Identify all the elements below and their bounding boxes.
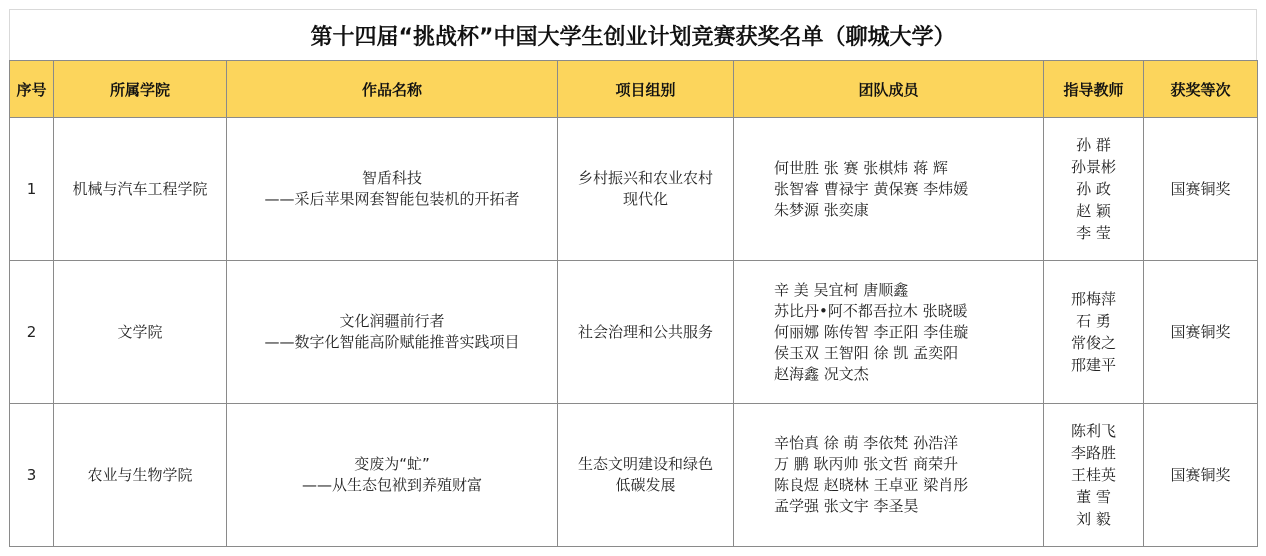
members-line: 辛 美 吴宜柯 唐顺鑫 bbox=[774, 280, 909, 299]
members-line: 辛怡真 徐 萌 李依梵 孙浩洋 bbox=[774, 434, 959, 452]
teacher-name: 石 勇 bbox=[1076, 312, 1111, 330]
cell-no: 1 bbox=[10, 118, 54, 261]
teacher-name: 常俊之 bbox=[1070, 334, 1116, 352]
cell-teachers bbox=[1044, 404, 1144, 547]
page-title: 第十四届“挑战杯”中国大学生创业计划竞赛获奖名单（聊城大学） bbox=[9, 9, 1257, 60]
members-line: 苏比丹•阿不都吾拉木 张晓暖 bbox=[774, 301, 968, 320]
work-subtitle: ——从生态包袱到养殖财富 bbox=[301, 476, 482, 494]
cell-teachers bbox=[1044, 261, 1144, 404]
members-line: 陈良煜 赵晓林 王卓亚 梁肖彤 bbox=[774, 476, 969, 494]
cell-no: 2 bbox=[10, 261, 54, 404]
work-subtitle: ——采后苹果网套智能包装机的开拓者 bbox=[264, 190, 520, 208]
members-line: 朱梦源 张奕康 bbox=[774, 200, 869, 219]
header-college: 所属学院 bbox=[54, 61, 227, 118]
award-list-sheet bbox=[9, 9, 1257, 547]
members-line: 何丽娜 陈传智 李正阳 李佳璇 bbox=[774, 322, 969, 341]
header-award: 获奖等次 bbox=[1144, 61, 1258, 118]
work-name: 变废为“虻” bbox=[354, 455, 430, 473]
teacher-name: 赵 颖 bbox=[1076, 202, 1111, 220]
cell-group bbox=[558, 118, 734, 261]
cell-college: 文学院 bbox=[54, 261, 227, 404]
table-row bbox=[10, 118, 1258, 261]
members-line: 孟学强 张文宇 李圣昊 bbox=[774, 497, 919, 515]
members-line: 赵海鑫 况文杰 bbox=[774, 364, 869, 383]
members-line: 何世胜 张 赛 张棋炜 蒋 辉 bbox=[774, 158, 948, 177]
header-work: 作品名称 bbox=[227, 61, 558, 118]
table-row bbox=[10, 261, 1258, 404]
members-line: 万 鹏 耿丙帅 张文哲 商荣升 bbox=[774, 455, 959, 473]
teacher-name: 孙景彬 bbox=[1070, 158, 1116, 176]
group-line: 乡村振兴和农业农村 bbox=[577, 169, 713, 187]
cell-award: 国赛铜奖 bbox=[1144, 118, 1258, 261]
teacher-name: 陈利飞 bbox=[1070, 422, 1116, 440]
work-subtitle: ——数字化智能高阶赋能推普实践项目 bbox=[264, 333, 520, 351]
table-row bbox=[10, 404, 1258, 547]
cell-teachers bbox=[1044, 118, 1144, 261]
teacher-name: 李路胜 bbox=[1070, 444, 1116, 462]
cell-college: 农业与生物学院 bbox=[54, 404, 227, 547]
cell-members bbox=[734, 261, 1044, 404]
members-line: 张智睿 曹禄宇 黄保赛 李炜媛 bbox=[774, 179, 969, 198]
award-table bbox=[9, 60, 1258, 547]
cell-group bbox=[558, 261, 734, 404]
cell-work bbox=[227, 404, 558, 547]
work-name: 智盾科技 bbox=[361, 169, 422, 187]
table-header-row bbox=[10, 61, 1258, 118]
teacher-name: 董 雪 bbox=[1076, 488, 1111, 506]
header-no: 序号 bbox=[10, 61, 54, 118]
cell-award: 国赛铜奖 bbox=[1144, 404, 1258, 547]
header-group: 项目组别 bbox=[558, 61, 734, 118]
cell-no: 3 bbox=[10, 404, 54, 547]
group-line: 生态文明建设和绿色 bbox=[577, 455, 713, 473]
teacher-name: 刘 毅 bbox=[1076, 510, 1111, 528]
header-teachers: 指导教师 bbox=[1044, 61, 1144, 118]
teacher-name: 邢建平 bbox=[1070, 356, 1116, 374]
cell-group bbox=[558, 404, 734, 547]
teacher-name: 邢梅萍 bbox=[1070, 290, 1116, 308]
group-line: 社会治理和公共服务 bbox=[577, 322, 713, 341]
teacher-name: 王桂英 bbox=[1070, 466, 1116, 484]
group-line: 低碳发展 bbox=[615, 476, 676, 494]
teacher-name: 孙 政 bbox=[1076, 180, 1111, 198]
members-line: 侯玉双 王智阳 徐 凯 孟奕阳 bbox=[774, 343, 959, 362]
group-line: 现代化 bbox=[622, 190, 668, 208]
header-members: 团队成员 bbox=[734, 61, 1044, 118]
teacher-name: 孙 群 bbox=[1076, 136, 1111, 154]
cell-members bbox=[734, 404, 1044, 547]
teacher-name: 李 莹 bbox=[1076, 224, 1111, 242]
cell-award: 国赛铜奖 bbox=[1144, 261, 1258, 404]
cell-work bbox=[227, 118, 558, 261]
work-name: 文化润疆前行者 bbox=[339, 312, 445, 330]
cell-work bbox=[227, 261, 558, 404]
cell-college: 机械与汽车工程学院 bbox=[54, 118, 227, 261]
cell-members bbox=[734, 118, 1044, 261]
